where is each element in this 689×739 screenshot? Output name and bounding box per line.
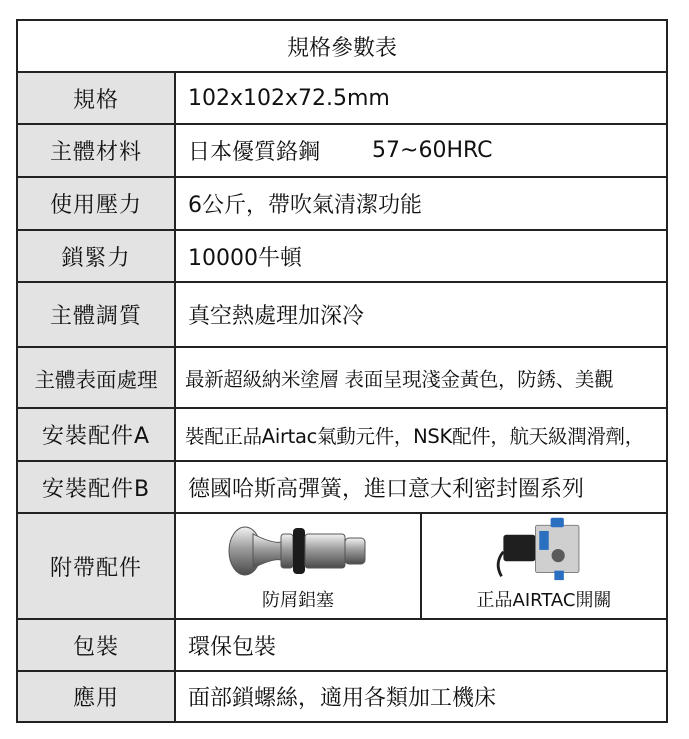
table-title: 規格參數表 — [18, 21, 666, 73]
row-included-accessories — [18, 514, 666, 620]
row-label: 規格 — [18, 73, 176, 123]
row-label: 包裝 — [18, 620, 176, 670]
row-label: 鎖緊力 — [18, 231, 176, 281]
row-value: 德國哈斯高彈簧，進口意大利密封圈系列 — [176, 462, 666, 512]
row-tempering — [18, 283, 666, 348]
material-text: 日本優質鉻鋼 — [188, 140, 321, 165]
airtac-valve-icon — [489, 514, 599, 582]
row-surface-treatment — [18, 348, 666, 409]
row-material — [18, 125, 666, 178]
row-value — [176, 125, 666, 176]
row-value: 真空熱處理加深冷 — [176, 283, 666, 346]
row-clamping-force — [18, 231, 666, 283]
row-value: 102x102x72.5mm — [176, 73, 666, 123]
row-value: 環保包裝 — [176, 620, 666, 670]
accessory-item — [422, 514, 666, 618]
row-label: 主體表面處理 — [18, 348, 176, 407]
row-packaging — [18, 620, 666, 672]
row-value: 最新超級納米塗層 表面呈現淺金黃色，防銹、美觀 — [176, 348, 666, 407]
row-label: 附帶配件 — [18, 514, 176, 618]
row-pressure — [18, 178, 666, 231]
row-label: 使用壓力 — [18, 178, 176, 229]
accessory-caption: 正品AIRTAC開關 — [476, 590, 612, 611]
accessory-caption: 防屑鋁塞 — [262, 590, 334, 611]
row-value: 面部鎖螺絲，適用各類加工機床 — [176, 672, 666, 721]
aluminum-plug-icon — [223, 520, 373, 582]
row-accessory-b — [18, 462, 666, 514]
row-accessory-a — [18, 409, 666, 462]
hardness-text: 57~60HRC — [372, 138, 493, 163]
row-label: 主體材料 — [18, 125, 176, 176]
row-application — [18, 672, 666, 721]
row-label: 主體調質 — [18, 283, 176, 346]
row-spec — [18, 73, 666, 125]
row-label: 安裝配件B — [18, 462, 176, 512]
row-label: 安裝配件A — [18, 409, 176, 460]
row-value: 10000牛頓 — [176, 231, 666, 281]
row-value: 6公斤，帶吹氣清潔功能 — [176, 178, 666, 229]
accessory-item — [176, 514, 422, 618]
spec-table — [16, 19, 668, 723]
row-label: 應用 — [18, 672, 176, 721]
row-value: 裝配正品Airtac氣動元件，NSK配件，航天級潤滑劑， — [176, 409, 666, 460]
